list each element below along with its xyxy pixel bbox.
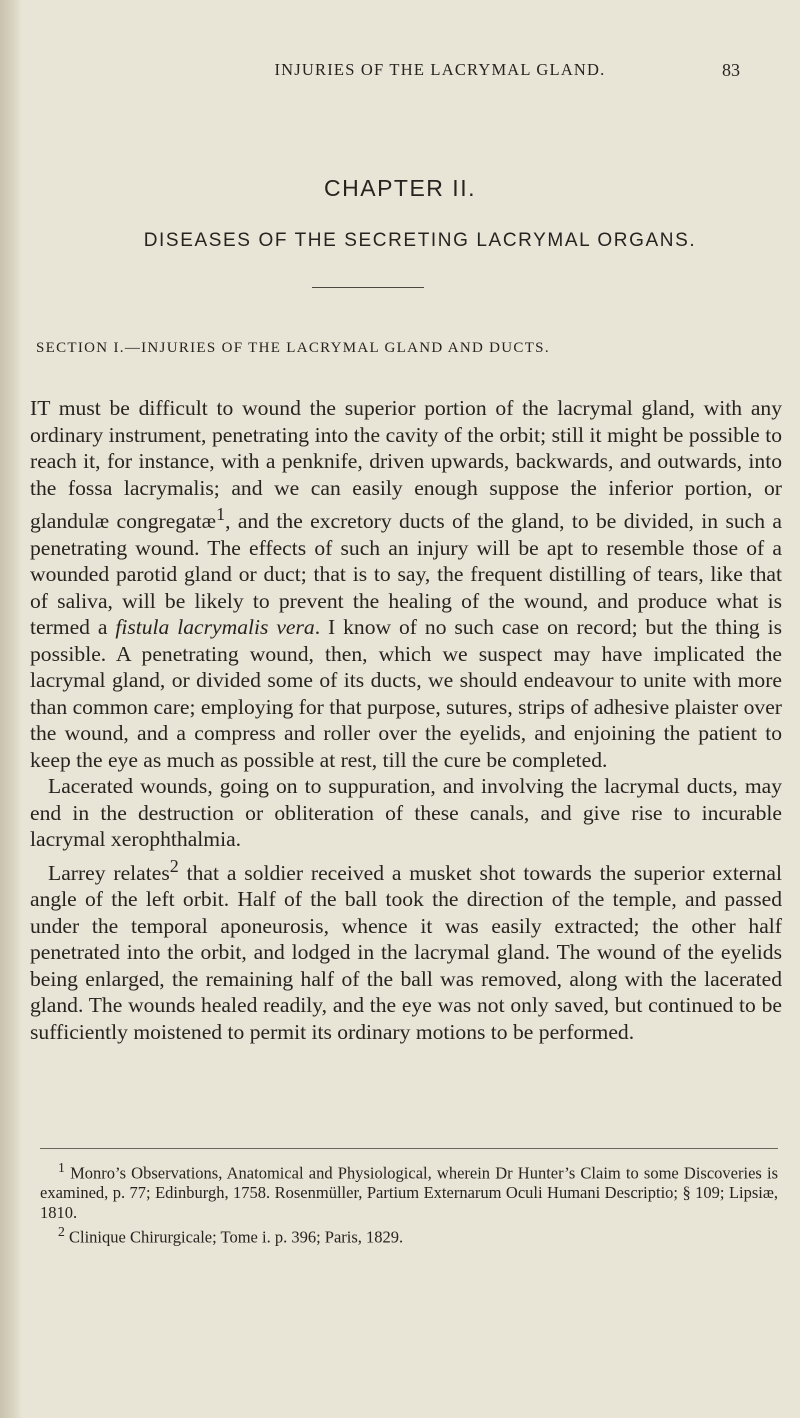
paragraph-1-text-a: IT must be difficult to wound the superior portion of the lacrymal gland, with any ordinary instrument, penetrating into the cavity of the orbit; still it might be possible to reach it, for instance, with a penknife, driven upwards, backwards, and outwards, into the fossa lacrymalis; and we can easily enough suppose the inferior portion, or glandulæ congregatæ (30, 396, 782, 534)
paragraph-3-text-a: Larrey relates (48, 860, 170, 885)
part-title: DISEASES OF THE SECRETING LACRYMAL ORGANS. (143, 230, 697, 251)
paragraph-3-text-b: that a soldier received a musket shot towards the superior external angle of the left orbit. Half of the ball took the direction of the temple, and passed under the temporal aponeurosis, whence it was easily extracted; the other half penetrated into the orbit, and lodged in the lacrymal gland. The wound of the eyelids being enlarged, the remaining half of the ball was removed, along with the lacerated gland. The wounds healed readily, and the eye was not only saved, but continued to be sufficiently moistened to permit its ordinary motions to be performed. (30, 860, 782, 1044)
footnotes (40, 1158, 778, 1247)
footnote-2 (40, 1222, 778, 1247)
paragraph-1 (30, 395, 782, 773)
footnote-1-mark: 1 (58, 1160, 65, 1175)
footnote-1 (40, 1158, 778, 1222)
paragraph-1-text-c: . I know of no such case on record; but the thing is possible. A penetrating wound, then, which we suspect may have implicated the lacrymal gland, or divided some of its ducts, we should endeavour to unite with more than common care; employing for that purpose, sutures, strips of adhesive plaister over the wound, and a compress and roller over the eyelids, and enjoining the patient to keep the eye as much as possible at rest, till the cure be completed. (30, 615, 782, 772)
footnote-divider (40, 1148, 778, 1149)
paragraph-2: Lacerated wounds, going on to suppuration, and involving the lacrymal ducts, may end in the destruction or obliteration of these canals, and give rise to incurable lacrymal xerophthalmia. (30, 774, 782, 852)
footnote-2-mark: 2 (58, 1224, 65, 1240)
page-gutter-shadow (0, 0, 22, 1418)
footnote-ref-1: 1 (216, 504, 226, 524)
footnote-1-text: Monro’s Observations, Anatomical and Physiological, wherein Dr Hunter’s Claim to some Discoveries is examined, p. 77; Edinburgh, 1758. Rosenmüller, Partium Externarum Oculi Humani Descriptio; § 109; Lipsiæ, 1810. (40, 1163, 779, 1222)
running-head: INJURIES OF THE LACRYMAL GLAND. (274, 60, 606, 79)
paragraph-3 (30, 853, 782, 1046)
footnote-2-text: Clinique Chirurgicale; Tome i. p. 396; Paris, 1829. (69, 1227, 404, 1247)
section-title: SECTION I.—INJURIES OF THE LACRYMAL GLAND AND DUCTS. (36, 340, 550, 356)
footnote-ref-2: 2 (169, 855, 179, 876)
title-divider (312, 287, 424, 288)
paragraph-1-text-b: , and the excretory ducts of the gland, to be divided, in such a penetrating wound. The effects of such an injury will be apt to resemble those of a wounded parotid gland or duct; that is to say, the frequent distilling of tears, like that of saliva, will be likely to prevent the healing of the wound, and produce what is termed a (30, 509, 782, 640)
chapter-title: CHAPTER II. (324, 175, 476, 201)
page-number: 83 (722, 60, 740, 80)
page-header (140, 60, 740, 90)
paragraph-1-italic-term: fistula lacrymalis vera (115, 615, 315, 640)
body-text (30, 395, 782, 1045)
